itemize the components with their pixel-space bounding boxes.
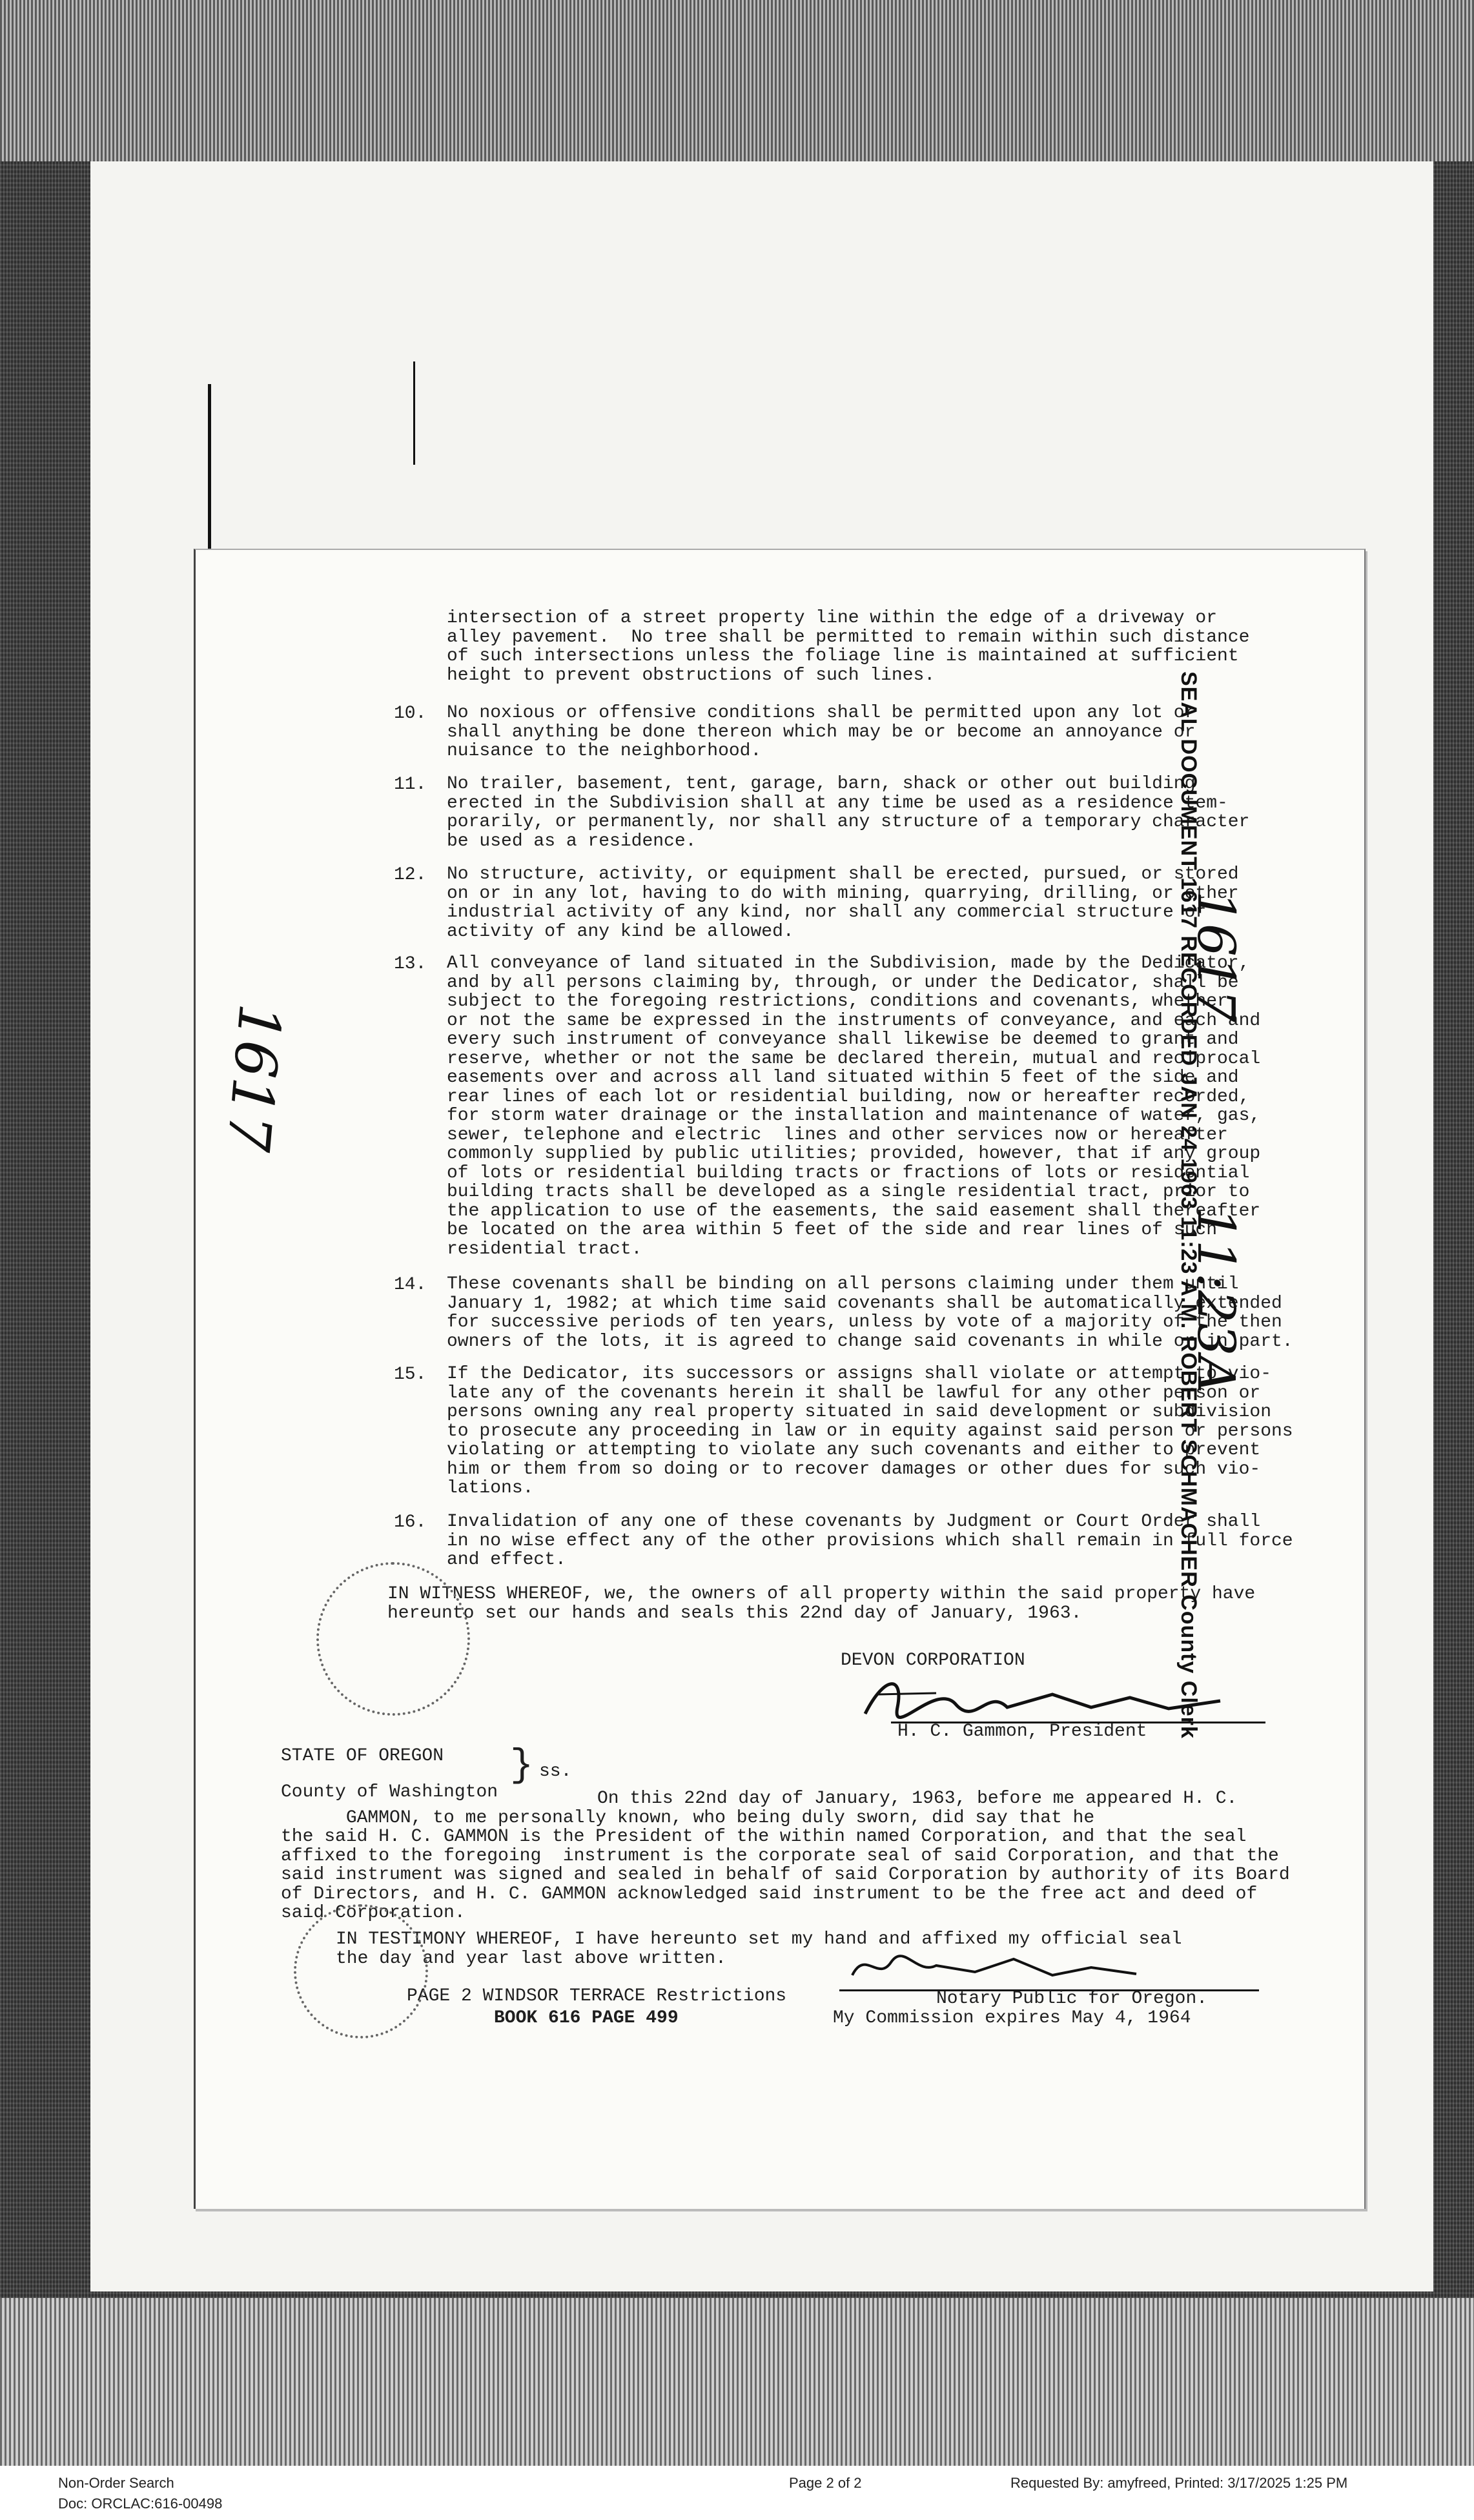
margin-handwritten-number: 1617	[213, 1001, 294, 1155]
item-number: 14.	[394, 1275, 427, 1295]
notary-text	[281, 1789, 1290, 1923]
covenant-item: No structure, activity, or equipment shall be erected, pursued, or stored on or in any lot, having to do with mining, quarrying, drilling, or other industrial activity of any kind, nor shall any commercial structure or activity of any kind be allowed.	[447, 864, 1239, 942]
covenant-item: These covenants shall be binding on all persons claiming under them until January 1, 1982; at which time said covenants shall be automatically extended for successive periods of ten years, unless by vote of a majority of the then owners of the lots, it is agreed to change said covenants in while or in part.	[447, 1274, 1293, 1352]
item-number: 15.	[394, 1365, 427, 1385]
covenant-item: No trailer, basement, tent, garage, barn, shack or other out building erected in the Subdivision shall at any time be used as a residence tem- porarily, or permanently, nor shall any structure of a temporary character be used as a residence.	[447, 774, 1250, 851]
ss-label: ss.	[539, 1762, 572, 1782]
footer-requested-by: Requested By: amyfreed, Printed: 3/17/2025 1:25 PM	[1010, 2475, 1348, 2491]
corporate-seal	[316, 1562, 470, 1716]
witness-clause: IN WITNESS WHEREOF, we, the owners of all property within the said property have hereunto set our hands and seals this 22nd day of January, 1963.	[387, 1584, 1256, 1623]
covenant-item: No noxious or offensive conditions shall be permitted upon any lot or shall anything be done thereon which may be or become an annoyance or nuisance to the neighborhood.	[447, 703, 1196, 761]
covenant-item: All conveyance of land situated in the Subdivision, made by the Dedicator, and by all persons claiming by, through, or under the Dedicator, shall be subject to the foregoing restrictions, conditions and covenants, whether or not the same be expressed in the instruments of conveyance, and each and every such instrument of conveyance shall likewise be deemed to grant and reserve, whether or not the same be declared therein, mutual and reciprocal easements over and across all land situated within 5 feet of the side and rear lines of each lot or residential building, now or hereafter recorded, for storm water drainage or the installation and maintenance of water, gas, sewer, telephone and electric lines and other services now or hereafter commonly supplied by public utilities; provided, however, that if any group of lots or residential building tracts or fractions of lots or residential building tracts shall be developed as a single residential tract, prior to the application to use of the easements, the said easement shall thereafter be located on the area within 5 feet of the side and rear lines of such residential tract.	[447, 953, 1261, 1259]
stamp-handwritten-number: 1617	[1186, 891, 1246, 1022]
state-label: STATE OF OREGON	[281, 1746, 444, 1766]
item-number: 11.	[394, 775, 427, 795]
item-number: 13.	[394, 954, 427, 974]
stamp-handwritten-time: 11:23A	[1186, 1207, 1246, 1394]
corporation-name: DEVON CORPORATION	[841, 1651, 1025, 1671]
covenant-item: Invalidation of any one of these covenants by Judgment or Court Order shall in no wise effect any of the other provisions which shall remain in full force and effect.	[447, 1512, 1293, 1570]
footer-page-count: Page 2 of 2	[789, 2475, 862, 2491]
paragraph-9-continued: intersection of a street property line within the edge of a driveway or alley pavement. No tree shall be permitted to remain within such distance of such intersections unless the foliage line is maintained at sufficient height to prevent obstructions of such lines.	[447, 608, 1250, 686]
county-label: County of Washington	[281, 1782, 498, 1802]
covenant-item: If the Dedicator, its successors or assigns shall violate or attempt to vio- late any of the covenants herein it shall be lawful for any other person or persons owning any real property situated in said development or subdivision to prosecute any proceeding in law or in equity against said person or persons violating or attempting to violate any such covenants and either to prevent him or them from so doing or to recover damages or other dues for such vio- lations.	[447, 1364, 1293, 1498]
notary-seal	[294, 1904, 428, 2038]
item-number: 16.	[394, 1512, 427, 1532]
page-label: PAGE 2 WINDSOR TERRACE Restrictions	[407, 1986, 787, 2006]
notary-text-body: On this 22nd day of January, 1963, before me appeared H. C. GAMMON, to me personally known, who being duly sworn, did say that he the said H. C. GAMMON is the President of the within named Corporation, and that the seal affixed to the foregoing instrument is the corporate seal of said Corporation, and that the said instrument was signed and sealed in behalf of said Corporation by authority of its Board of Directors, and H. C. GAMMON acknowledged said instrument to be the free act and deed of said Corporation.	[281, 1789, 1290, 1923]
scan-noise-bottom	[0, 2298, 1474, 2466]
footer-bar	[0, 2466, 1474, 2520]
book-page-stamp: BOOK 616 PAGE 499	[494, 2008, 679, 2028]
testimony-clause: IN TESTIMONY WHEREOF, I have hereunto set my hand and affixed my official seal the day and year last above written.	[336, 1929, 1182, 1969]
recording-stamp-text: SEAL DOCUMENT 1617 RECORDED JAN 24 1963 11:23 A.M. ROBERT SCHMACHER County Clerk	[1176, 671, 1201, 1739]
footer-search-type: Non-Order Search	[58, 2475, 174, 2491]
signer-name: H. C. Gammon, President	[897, 1722, 1147, 1742]
footer-doc-id: Doc: ORCLAC:616-00498	[58, 2495, 223, 2512]
notary-title: Notary Public for Oregon.	[936, 1989, 1208, 2009]
commission-expiry: My Commission expires May 4, 1964	[833, 2008, 1191, 2028]
scan-noise-top	[0, 0, 1474, 161]
item-number: 12.	[394, 865, 427, 885]
brace: }	[510, 1744, 534, 1788]
item-number: 10.	[394, 704, 427, 724]
scan-mark	[413, 361, 415, 465]
